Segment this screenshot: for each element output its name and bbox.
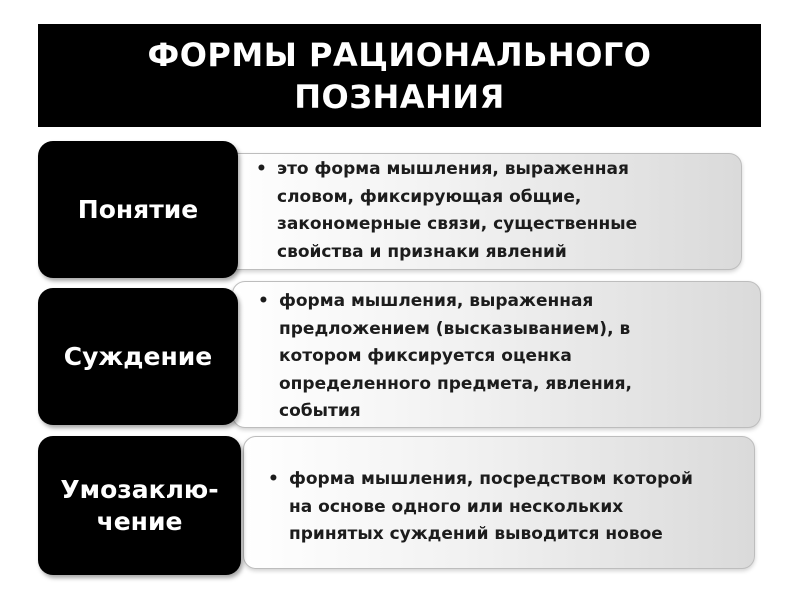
definition-line: предложением (высказыванием), в bbox=[279, 318, 631, 339]
term-box-concept bbox=[38, 141, 238, 278]
bullet-marker: • bbox=[256, 159, 267, 179]
bullet-marker: • bbox=[268, 469, 279, 489]
definition-line: события bbox=[279, 401, 361, 421]
bullet-marker: • bbox=[258, 291, 269, 311]
definition-text-concept bbox=[277, 156, 637, 266]
title-banner bbox=[38, 24, 761, 127]
definition-line: определенного предмета, явления, bbox=[279, 373, 632, 394]
definition-line: форма мышления, выраженная bbox=[279, 291, 594, 311]
definition-line: словом, фиксирующая общие, bbox=[277, 186, 582, 207]
term-label: Понятие bbox=[77, 194, 199, 224]
definition-line: форма мышления, посредством которой bbox=[289, 469, 693, 489]
term-box-judgment bbox=[38, 288, 238, 425]
definition-text-inference bbox=[289, 466, 693, 549]
definition-text-judgment bbox=[279, 288, 632, 426]
definition-line: закономерные связи, существенные bbox=[277, 214, 638, 234]
definition-line: на основе одного или нескольких bbox=[289, 496, 624, 517]
definition-line: свойства и признаки явлений bbox=[277, 241, 567, 262]
page-title-line-1: ФОРМЫ РАЦИОНАЛЬНОГО bbox=[147, 35, 652, 74]
definition-line: принятых суждений выводится новое bbox=[289, 524, 663, 544]
term-label bbox=[60, 474, 218, 538]
term-label-line: чение bbox=[96, 506, 183, 536]
page-title-line-2: ПОЗНАНИЯ bbox=[294, 77, 505, 116]
definition-line: котором фиксируется оценка bbox=[279, 346, 572, 366]
page-title bbox=[147, 34, 651, 118]
term-label: Суждение bbox=[63, 341, 213, 371]
term-box-inference bbox=[38, 436, 241, 575]
term-label-line: Умозаклю- bbox=[60, 474, 219, 504]
definition-line: это форма мышления, выраженная bbox=[277, 159, 629, 179]
